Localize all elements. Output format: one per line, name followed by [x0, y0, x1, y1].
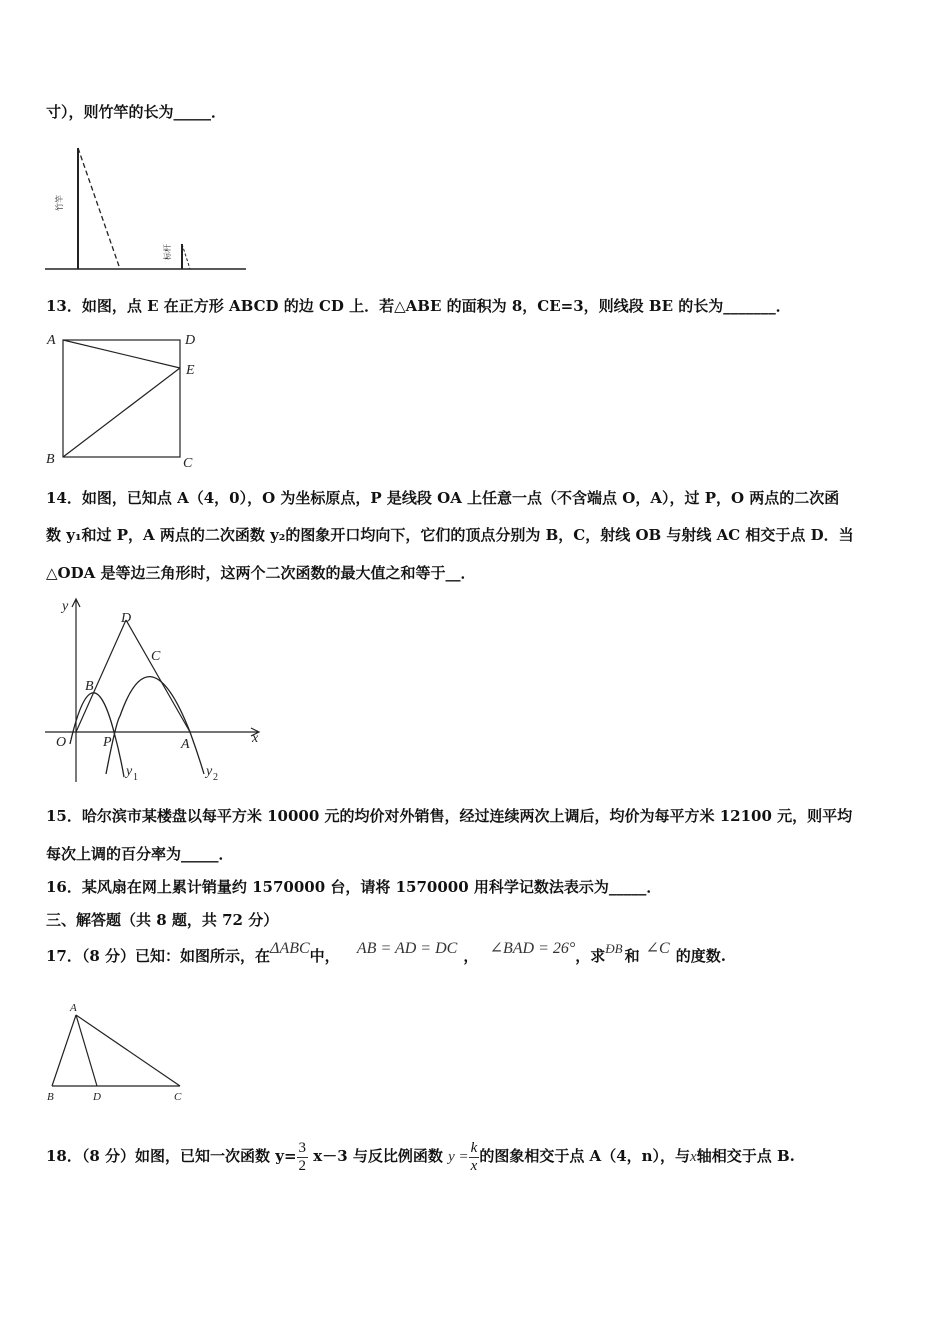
- q17-tail: 的度数.: [675, 947, 726, 965]
- q14-line2: 数 y₁和过 P，A 两点的二次函数 y₂的图象开口均向下，它们的顶点分别为 B，C，射线 OB 与射线 AC 相交于点 D．当: [46, 526, 854, 544]
- segment-be: [63, 368, 180, 457]
- side-ab: [52, 1015, 76, 1086]
- q18-mid: x－3 与反比例函数: [313, 1147, 443, 1165]
- side-ad: [76, 1015, 97, 1086]
- q18-x: x: [690, 1149, 697, 1165]
- segment-ae: [63, 340, 180, 368]
- label-x: x: [252, 731, 259, 746]
- label-a: A: [70, 1002, 77, 1014]
- q18-x-den: x: [470, 1157, 478, 1174]
- figure-triangle-abc: [40, 1000, 200, 1105]
- q12-tail-text: 寸），则竹竿的长为_____．: [46, 103, 227, 121]
- figure-parabolas: [40, 592, 270, 788]
- figure-bamboo-shadow: [40, 140, 255, 275]
- label-b: B: [85, 679, 94, 694]
- q17-mid: 中，: [309, 947, 340, 965]
- q17-prefix: 17．（8 分）已知：如图所示，在: [46, 947, 271, 965]
- section3-heading: 三、解答题（共 8 题，共 72 分）: [46, 911, 279, 929]
- label-d: D: [185, 333, 196, 348]
- q18-prefix: 18．（8 分）如图，已知一次函数 y=: [46, 1147, 297, 1165]
- q17-triangle: ΔABC: [270, 940, 310, 957]
- q17-text: [46, 940, 726, 967]
- q13-text: 13．如图，点 E 在正方形 ABCD 的边 CD 上．若△ABE 的面积为 8，CE=3，则线段 BE 的长为_______．: [46, 297, 791, 315]
- stick-label: 标杆: [163, 244, 172, 260]
- label-y1-sub: 1: [133, 772, 138, 783]
- square-outline: [63, 340, 180, 457]
- q18-text: [46, 1138, 795, 1175]
- q15-line1: 15．哈尔滨市某楼盘以每平方米 10000 元的均价对外销售，经过连续两次上调后，均价为每平方米 12100 元，则平均: [46, 807, 853, 825]
- q14-line1: 14．如图，已知点 A（4，0），O 为坐标原点，P 是线段 OA 上任意一点（不含端点 O，A），过 P，O 两点的二次函: [46, 489, 840, 507]
- label-d: D: [121, 611, 132, 626]
- q17-ask: ，求: [575, 947, 606, 965]
- pole-shadow-dashed: [78, 148, 120, 269]
- label-p: P: [103, 735, 112, 750]
- q17-angle-b: ÐB: [605, 941, 623, 956]
- q17-angle: ∠BAD = 26°: [489, 940, 576, 957]
- label-a: A: [181, 737, 190, 752]
- q18-y-eq: y =: [448, 1149, 469, 1165]
- label-e: E: [186, 363, 195, 378]
- q17-angle-c: ∠C: [645, 940, 670, 957]
- q18-tail: 轴相交于点 B.: [696, 1147, 795, 1165]
- q16-text: 16．某风扇在网上累计销量约 1570000 台，请将 1570000 用科学记数法表示为_____．: [46, 878, 662, 896]
- figure-square-abcd: [40, 330, 210, 470]
- label-c: C: [174, 1091, 182, 1103]
- pole-label: 竹竿: [55, 195, 64, 211]
- q18-frac-den: 2: [298, 1157, 307, 1174]
- label-c: C: [151, 649, 161, 664]
- q18-fraction-k-x: [469, 1140, 480, 1175]
- side-ac: [76, 1015, 180, 1086]
- q18-mid2: 的图象相交于点 A（4，n），与: [479, 1147, 691, 1165]
- label-b: B: [46, 452, 55, 467]
- q17-equality: AB = AD = DC: [356, 940, 458, 957]
- q17-and: 和: [624, 947, 640, 965]
- q17-comma: ，: [463, 947, 479, 965]
- label-y1: y: [126, 764, 133, 779]
- label-o: O: [56, 735, 67, 750]
- ray-ob: [76, 620, 126, 732]
- label-d: D: [93, 1091, 101, 1103]
- label-y: y: [62, 599, 69, 614]
- parabola-y1: [70, 693, 124, 777]
- label-y2: y: [206, 764, 213, 779]
- stick-shadow-dashed: [182, 244, 190, 269]
- label-c: C: [183, 456, 193, 470]
- label-b: B: [47, 1091, 54, 1103]
- q15-line2: 每次上调的百分率为_____．: [46, 845, 234, 863]
- q18-fraction-3-2: [297, 1140, 309, 1175]
- q14-line3: △ODA 是等边三角形时，这两个二次函数的最大值之和等于__．: [46, 564, 476, 582]
- q18-k: k: [470, 1139, 478, 1156]
- ray-ac: [126, 620, 190, 732]
- label-a: A: [47, 333, 56, 348]
- q18-frac-num: 3: [298, 1139, 307, 1156]
- label-y2-sub: 2: [213, 772, 218, 783]
